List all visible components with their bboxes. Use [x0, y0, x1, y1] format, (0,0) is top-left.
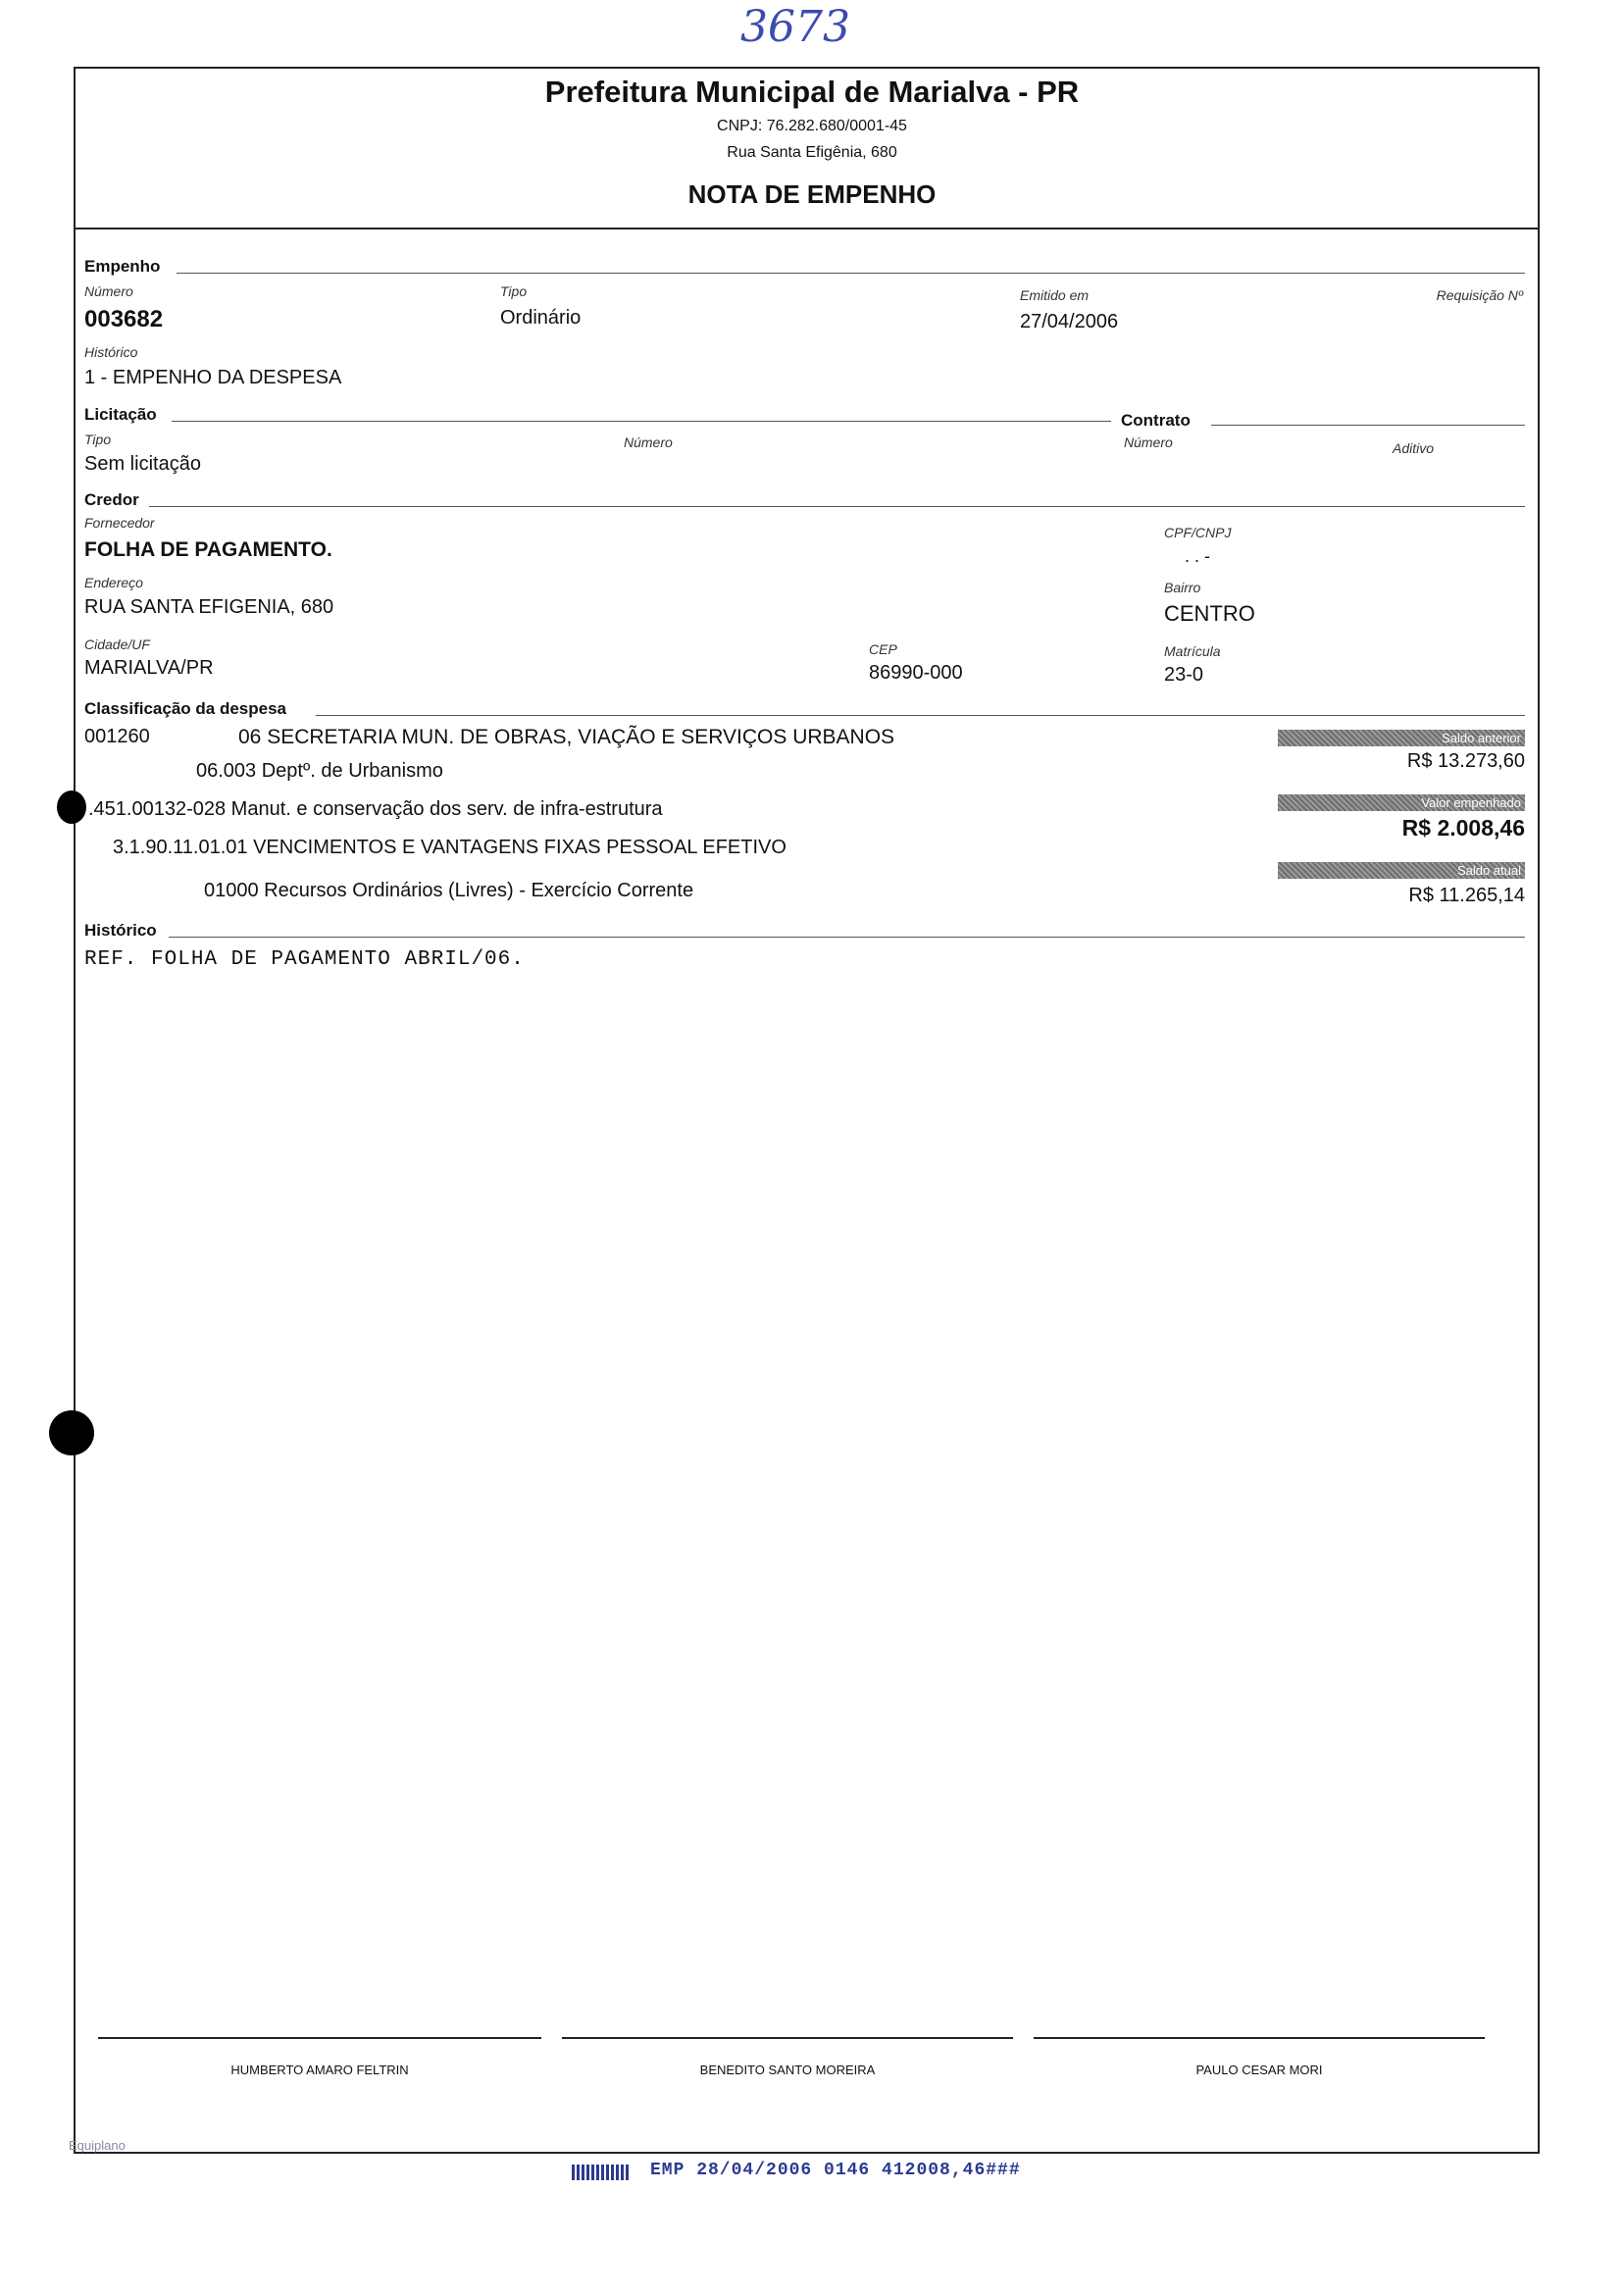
- saldo-anterior-value: R$ 13.273,60: [1406, 750, 1525, 772]
- licitacao-rule: [172, 421, 1111, 422]
- footer-brand: Equiplano: [69, 2138, 126, 2153]
- punch-hole-mark: [49, 1410, 94, 1455]
- endereco-label: Endereço: [84, 575, 143, 590]
- cidade-label: Cidade/UF: [84, 637, 150, 652]
- bairro-label: Bairro: [1164, 580, 1201, 595]
- emitido-date: 27/04/2006: [1020, 311, 1119, 332]
- cpf-cnpj-label: CPF/CNPJ: [1164, 525, 1232, 540]
- fornecedor-value: FOLHA DE PAGAMENTO.: [84, 538, 332, 561]
- requisicao-label: Requisição Nº: [1436, 287, 1523, 303]
- contrato-aditivo-label: Aditivo: [1393, 440, 1435, 456]
- header-divider: [74, 228, 1540, 229]
- endereco-value: RUA SANTA EFIGENIA, 680: [84, 596, 334, 618]
- signature-name-3: PAULO CESAR MORI: [1195, 2063, 1323, 2077]
- signature-name-2: BENEDITO SANTO MOREIRA: [699, 2063, 876, 2077]
- classificacao-line-1: 06 SECRETARIA MUN. DE OBRAS, VIAÇÃO E SERVIÇOS URBANOS: [238, 726, 895, 748]
- empenho-tipo-label: Tipo: [500, 283, 528, 299]
- signature-line-3: [1034, 2037, 1485, 2039]
- cep-label: CEP: [869, 641, 897, 657]
- saldo-atual-label: Saldo atual: [1278, 862, 1525, 879]
- cep-value: 86990-000: [869, 662, 963, 684]
- address-text: Rua Santa Efigênia, 680: [727, 144, 897, 161]
- cpf-cnpj-value: . . -: [1185, 546, 1210, 566]
- valor-empenhado-value: R$ 2.008,46: [1401, 815, 1525, 841]
- matricula-value: 23-0: [1164, 664, 1204, 686]
- empenho-numero: 003682: [84, 306, 164, 332]
- classificacao-line-4: 3.1.90.11.01.01 VENCIMENTOS E VANTAGENS FIXAS PESSOAL EFETIVO: [113, 837, 787, 858]
- signature-line-2: [562, 2037, 1013, 2039]
- empenho-historico: 1 - EMPENHO DA DESPESA: [84, 367, 342, 388]
- classificacao-line-5: 01000 Recursos Ordinários (Livres) - Exercício Corrente: [204, 880, 694, 901]
- classificacao-line-3: .451.00132-028 Manut. e conservação dos serv. de infra-estrutura: [88, 798, 663, 820]
- saldo-atual-value: R$ 11.265,14: [1408, 885, 1525, 906]
- empenho-historico-label: Histórico: [84, 344, 138, 360]
- licitacao-section-title: Licitação: [84, 405, 157, 424]
- stamp-barcode: [572, 2165, 631, 2180]
- credor-rule: [149, 506, 1525, 507]
- historico-rule: [169, 937, 1525, 938]
- classificacao-line-2: 06.003 Deptº. de Urbanismo: [196, 760, 443, 782]
- handwritten-page-number: 3673: [740, 2, 850, 52]
- classificacao-rule: [316, 715, 1525, 716]
- historico-section-title: Histórico: [84, 921, 157, 940]
- emitido-label: Emitido em: [1020, 287, 1090, 303]
- licitacao-numero-label: Número: [624, 434, 673, 450]
- matricula-label: Matrícula: [1164, 643, 1221, 659]
- cidade-value: MARIALVA/PR: [84, 657, 214, 679]
- empenho-section-title: Empenho: [84, 257, 161, 276]
- fornecedor-label: Fornecedor: [84, 515, 155, 531]
- bairro-value: CENTRO: [1164, 601, 1255, 626]
- footer-stamp: EMP 28/04/2006 0146 412008,46###: [650, 2161, 1021, 2180]
- empenho-tipo: Ordinário: [500, 307, 582, 329]
- valor-empenhado-label: Valor empenhado: [1278, 794, 1525, 811]
- scan-mark-top: [57, 790, 86, 824]
- licitacao-tipo-label: Tipo: [84, 432, 112, 447]
- licitacao-tipo: Sem licitação: [84, 453, 201, 475]
- saldo-anterior-label: Saldo anterior: [1278, 730, 1525, 746]
- historico-text: REF. FOLHA DE PAGAMENTO ABRIL/06.: [84, 948, 525, 971]
- cnpj-text: CNPJ: 76.282.680/0001-45: [717, 118, 907, 134]
- signature-line-1: [98, 2037, 541, 2039]
- classificacao-code: 001260: [84, 726, 150, 747]
- contrato-rule: [1211, 425, 1525, 426]
- document-title: NOTA DE EMPENHO: [687, 179, 937, 209]
- classificacao-section-title: Classificação da despesa: [84, 699, 287, 718]
- contrato-numero-label: Número: [1124, 434, 1173, 450]
- contrato-section-title: Contrato: [1121, 411, 1191, 430]
- empenho-rule: [177, 273, 1525, 274]
- municipality-title: Prefeitura Municipal de Marialva - PR: [544, 75, 1080, 109]
- signature-name-1: HUMBERTO AMARO FELTRIN: [230, 2063, 409, 2077]
- credor-section-title: Credor: [84, 490, 139, 509]
- empenho-numero-label: Número: [84, 283, 133, 299]
